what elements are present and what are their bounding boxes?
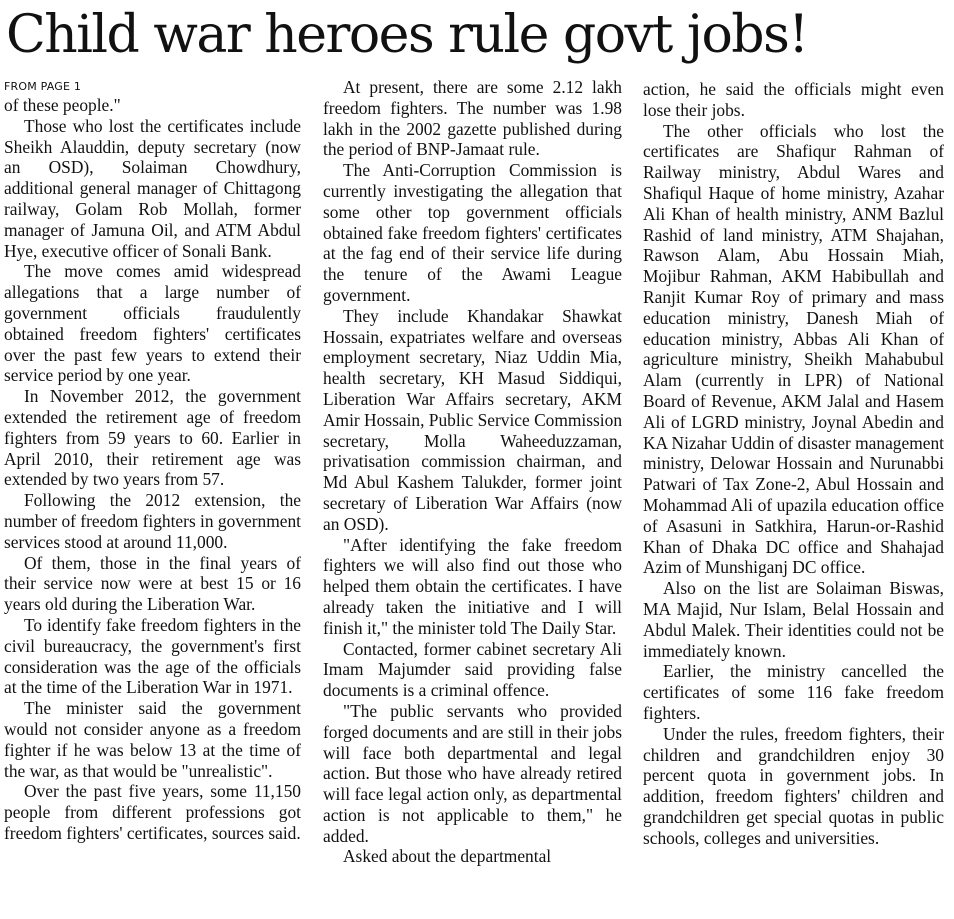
paragraph: Contacted, former cabinet secretary Ali Imam Majumder said providing false documents is a criminal offence. (323, 638, 622, 701)
paragraph: The minister said the government would not consider anyone as a freedom fighter if he was below 13 at the time of the war, as that would be "unrealistic". (4, 698, 301, 781)
paragraph: The move comes amid widespread allegations that a large number of government officials fraudulently obtained freedom fighters' certificates over the past few years to extend their service period by one year. (4, 261, 301, 386)
paragraph: Asked about the departmental (343, 846, 552, 867)
continued-from-label: FROM PAGE 1 (4, 80, 82, 93)
paragraph: The other officials who lost the certificates are Shafiqur Rahman of Railway ministry, Abdul Wares and Shafiqul Haque of home ministry, Azahar Ali Khan of health ministry, ANM Bazlul Rashid of land ministry, ATM Shajahan, Rawson Alam, Abu Hossain Miah, Mojibur Rahman, AKM Habibullah and Ranjit Kumar Roy of primary and mass education ministry, Danesh Miah of education ministry, Abbas Ali Khan of agriculture ministry, Sheikh Mahabubul Alam (currently in LPR) of National Board of Revenue, AKM Jalal and Hasem Ali of LGRD ministry, Joynal Abedin and KA Nizahar Uddin of disaster management ministry, Delowar Hossain and Nurunabbi Patwari of Tax Zone-2, Abul Hossain and Mohammad Ali of upazila education office of Asasuni in Satkhira, Harun-or-Rashid Khan of Dhaka DC office and Shahajad Azim of Munshiganj DC office. (643, 120, 944, 578)
paragraph: In November 2012, the government extended the retirement age of freedom fighters from 59 years to 60. Earlier in April 2010, their retirement age was extended by two years from 57. (4, 386, 301, 490)
article-column-3 (643, 79, 944, 848)
paragraph: Following the 2012 extension, the number of freedom fighters in government services stood at around 11,000. (4, 490, 301, 552)
paragraph: Under the rules, freedom fighters, their children and grandchildren enjoy 30 percent quota in government jobs. In addition, freedom fighters' children and grandchildren get special quotas in public schools, colleges and universities. (643, 723, 944, 848)
article-column-2 (323, 77, 622, 867)
paragraph: action, he said the officials might even lose their jobs. (643, 79, 944, 120)
article-column-1 (4, 79, 301, 844)
paragraph: Of them, those in the final years of their service now were at best 15 or 16 years old during the Liberation War. (4, 552, 301, 615)
paragraph: Also on the list are Solaiman Biswas, MA Majid, Nur Islam, Belal Hossain and Abdul Malek. Their identities could not be immediately known. (643, 578, 944, 661)
paragraph: The Anti-Corruption Commission is currently investigating the allegation that some other top government officials obtained fake freedom fighters' certificates at the fag end of their service life during the tenure of the Awami League government. (323, 160, 622, 305)
paragraph: of these people." (4, 95, 121, 115)
paragraph: "The public servants who provided forged documents and are still in their jobs will face both departmental and legal action. But those who have already retired will face legal action only, as departmental action is not applicable to them," he added. (323, 700, 622, 846)
paragraph: At present, there are some 2.12 lakh freedom fighters. The number was 1.98 lakh in the 2002 gazette published during the period of BNP-Jamaat rule. (323, 77, 622, 160)
paragraph: They include Khandakar Shawkat Hossain, expatriates welfare and overseas employment secretary, Niaz Uddin Mia, health secretary, KH Masud Siddiqui, Liberation War Affairs secretary, AKM Amir Hossain, Public Service Commission secretary, Molla Waheeduzzaman, privatisation commission chairman, and Md Abul Kashem Talukder, former joint secretary of Liberation War Affairs (now an OSD). (323, 305, 622, 534)
paragraph: Earlier, the ministry cancelled the certificates of some 116 fake freedom fighters. (643, 661, 944, 723)
paragraph: "After identifying the fake freedom fighters we will also find out those who helped them obtain the certificates. I have already taken the initiative and I will finish it," the minister told The Daily Star. (323, 534, 622, 638)
paragraph: Over the past five years, some 11,150 people from different professions got freedom fighters' certificates, sources said. (4, 781, 301, 843)
paragraph: To identify fake freedom fighters in the civil bureaucracy, the government's first consideration was the age of the officials at the time of the Liberation War in 1971. (4, 614, 301, 698)
headline: Child war heroes rule govt jobs! (6, 5, 808, 65)
paragraph: Those who lost the certificates include Sheikh Alauddin, deputy secretary (now an OSD), Solaiman Chowdhury, additional general manager of Chittagong railway, Golam Rob Mollah, former manager of Jamuna Oil, and ATM Abdul Hye, executive officer of Sonali Bank. (4, 115, 301, 261)
